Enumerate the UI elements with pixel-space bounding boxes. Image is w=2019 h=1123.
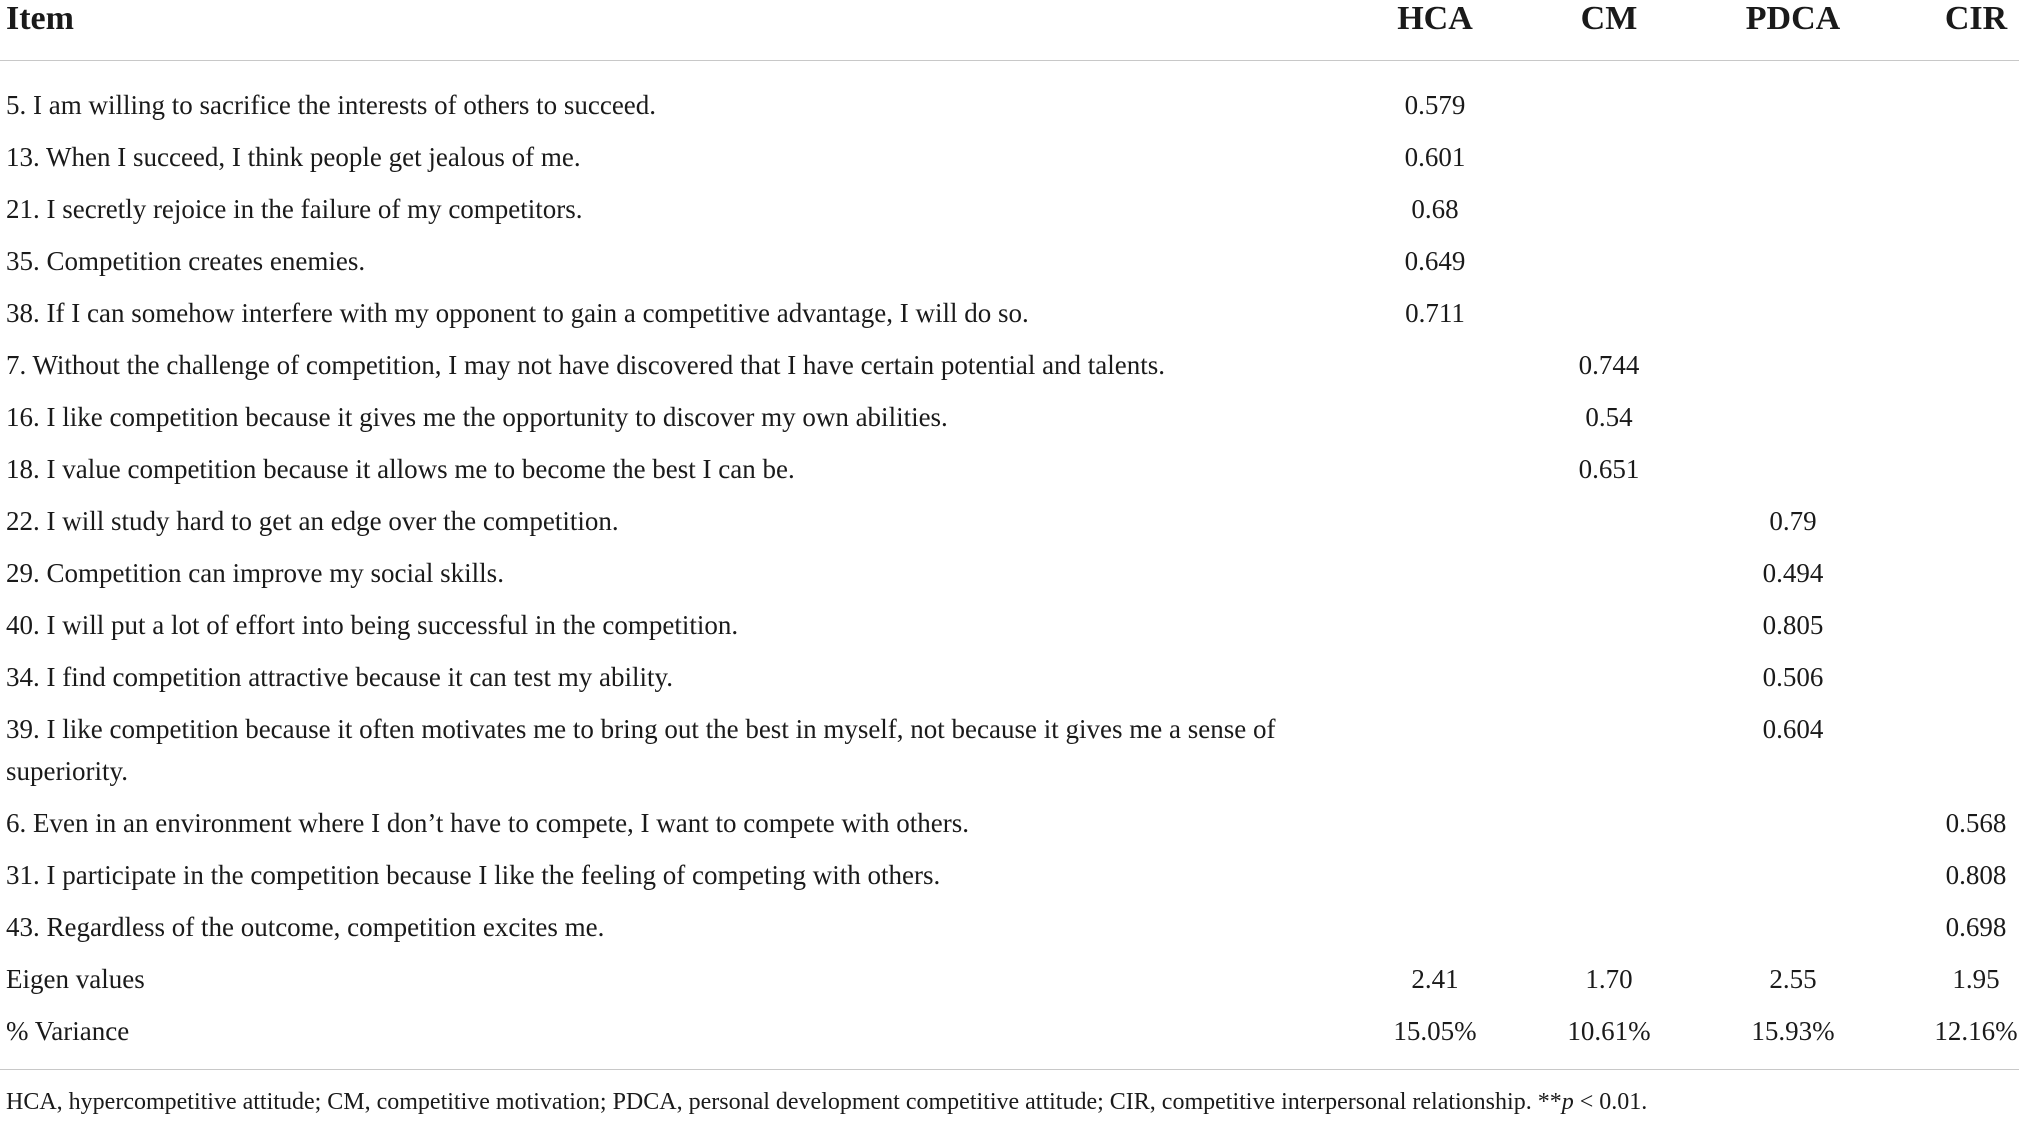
row-item-text: 13. When I succeed, I think people get jealous of me. — [6, 142, 581, 172]
row-item-text: 7. Without the challenge of competition, I may not have discovered that I have certain potential and talents. — [6, 350, 1166, 380]
row-item-text: % Variance — [6, 1016, 130, 1046]
table-row — [0, 1010, 2019, 1052]
cell-pdca: 2.55 — [1769, 964, 1817, 994]
row-item-text: 22. I will study hard to get an edge over the competition. — [6, 506, 619, 536]
cell-hca: 0.711 — [1405, 298, 1465, 328]
row-item-text: 40. I will put a lot of effort into being successful in the competition. — [6, 610, 739, 640]
table-row — [0, 188, 2019, 230]
cell-cir: 0.698 — [1945, 912, 2007, 942]
cell-cir: 12.16% — [1934, 1016, 2018, 1046]
row-item-text: 38. If I can somehow interfere with my opponent to gain a competitive advantage, I will do so. — [6, 298, 1029, 328]
table-row — [0, 344, 2019, 386]
cell-cm: 0.651 — [1578, 454, 1640, 484]
table-row — [0, 802, 2019, 844]
table-row — [0, 500, 2019, 542]
footnote-p: p — [1561, 1089, 1574, 1115]
row-item-text: Eigen values — [6, 964, 145, 994]
cell-pdca: 15.93% — [1751, 1016, 1835, 1046]
row-item-text: 6. Even in an environment where I don’t have to compete, I want to compete with others. — [6, 808, 969, 838]
row-item-text: 39. I like competition because it often motivates me to bring out the best in myself, not because it gives me a sense of superiority. — [6, 714, 1276, 786]
table-row — [0, 958, 2019, 1000]
table-row — [0, 448, 2019, 490]
table-row — [0, 708, 2019, 792]
table-row — [0, 552, 2019, 594]
cell-hca: 2.41 — [1411, 964, 1459, 994]
table-row — [0, 854, 2019, 896]
footnote-tail: < 0.01. — [1573, 1089, 1648, 1115]
cell-pdca: 0.79 — [1769, 506, 1817, 536]
cell-cm: 1.70 — [1585, 964, 1633, 994]
cell-hca: 0.649 — [1404, 246, 1466, 276]
cell-hca: 0.601 — [1404, 142, 1466, 172]
row-item-text: 43. Regardless of the outcome, competition excites me. — [6, 912, 605, 942]
cell-pdca: 0.494 — [1762, 558, 1824, 588]
header-cm: CM — [1580, 0, 1638, 37]
footnote-text: HCA, hypercompetitive attitude; CM, competitive motivation; PDCA, personal development competitive attitude; CIR, competitive interpersonal relationship. ** — [6, 1089, 1562, 1115]
table-row — [0, 240, 2019, 282]
row-item-text: 16. I like competition because it gives me the opportunity to discover my own abilities. — [6, 402, 948, 432]
cell-hca: 0.68 — [1411, 194, 1459, 224]
table-row — [0, 292, 2019, 334]
table-row — [0, 136, 2019, 178]
row-item-text: 5. I am willing to sacrifice the interests of others to succeed. — [6, 90, 657, 120]
row-item-text: 34. I find competition attractive because it can test my ability. — [6, 662, 674, 692]
table-row — [0, 396, 2019, 438]
cell-pdca: 0.805 — [1762, 610, 1824, 640]
row-item-text: 29. Competition can improve my social skills. — [6, 558, 504, 588]
cell-hca: 0.579 — [1404, 90, 1466, 120]
row-item-text: 31. I participate in the competition because I like the feeling of competing with others. — [6, 860, 941, 890]
table-row — [0, 604, 2019, 646]
cell-hca: 15.05% — [1393, 1016, 1477, 1046]
row-item-text: 18. I value competition because it allows me to become the best I can be. — [6, 454, 795, 484]
cell-cm: 0.744 — [1578, 350, 1640, 380]
cell-pdca: 0.506 — [1762, 662, 1824, 692]
cell-cir: 1.95 — [1952, 964, 2000, 994]
row-item-text: 21. I secretly rejoice in the failure of my competitors. — [6, 194, 583, 224]
header-item: Item — [6, 0, 74, 37]
table-row — [0, 656, 2019, 698]
header-hca: HCA — [1397, 0, 1473, 37]
row-item-text: 35. Competition creates enemies. — [6, 246, 366, 276]
cell-cir: 0.568 — [1945, 808, 2007, 838]
cell-pdca: 0.604 — [1762, 714, 1824, 744]
table-row — [0, 84, 2019, 126]
table-header — [0, 0, 2019, 61]
table-row — [0, 906, 2019, 948]
header-cir: CIR — [1944, 0, 2008, 37]
cell-cm: 10.61% — [1567, 1016, 1651, 1046]
cell-cm: 0.54 — [1585, 402, 1633, 432]
table-bottom-rule — [0, 1069, 2019, 1070]
header-pdca: PDCA — [1745, 0, 1841, 37]
table-footnote — [6, 1087, 1647, 1117]
cell-cir: 0.808 — [1945, 860, 2007, 890]
